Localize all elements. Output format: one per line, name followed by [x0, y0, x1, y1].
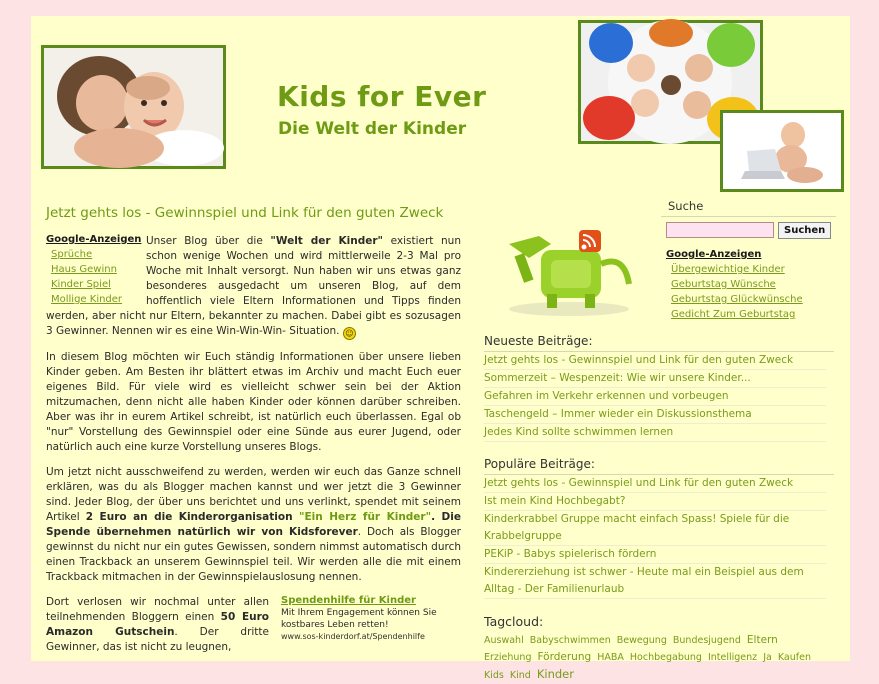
header-photo-baby-laptop	[720, 110, 844, 192]
sidebar-google-ads	[666, 249, 816, 322]
smiley-icon: ☺	[343, 327, 356, 340]
inline-ad[interactable]	[281, 595, 461, 643]
paragraph-explain	[46, 465, 461, 585]
inline-ad-title[interactable]: Spendenhilfe für Kinder	[281, 595, 416, 606]
search-button[interactable]: Suchen	[778, 222, 831, 239]
tag-link[interactable]: Kaufen	[777, 652, 811, 663]
charity-link[interactable]: "Ein Herz für Kinder"	[299, 511, 432, 523]
text: existiert nun schon wenige Wochen und wird mittlerweile 2-3 Mal pro Woche mit Inhalt versorgt. Nun haben wir uns etwas ganz besonderes ausgedacht um unseren Blog, auf dem hoffentlich viele Eltern Informationen und Tipps finden werden, aber nicht nur Eltern, bekannter zu machen. Dabei gibt es sozusagen 3 Gewinner. Nennen wir es eine Win-Win-Win- Situation.	[46, 235, 461, 337]
recent-post-link[interactable]: Jedes Kind sollte schwimmen lernen	[484, 424, 826, 442]
page	[31, 16, 850, 681]
ad-link[interactable]: Haus Gewinn	[51, 264, 117, 275]
inline-ad-text: Mit Ihrem Engagement können Sie kostbares Leben retten!	[281, 608, 437, 630]
ad-link[interactable]: Sprüche	[51, 249, 93, 260]
popular-post-link[interactable]: PEKiP - Babys spielerisch fördern	[484, 546, 826, 564]
rss-mascot-icon[interactable]	[489, 214, 639, 319]
popular-post-link[interactable]: Ist mein Kind Hochbegabt?	[484, 493, 826, 511]
popular-posts-title: Populäre Beiträge:	[484, 457, 834, 475]
google-ads-box	[46, 234, 142, 307]
site-title[interactable]: Kids for Ever	[277, 80, 487, 113]
sidebar-ad-link[interactable]: Übergewichtige Kinder	[671, 264, 785, 275]
google-ads-heading[interactable]: Google-Anzeigen	[46, 234, 142, 245]
site-subtitle: Die Welt der Kinder	[278, 119, 467, 139]
paragraph-info: In diesem Blog möchten wir Euch ständig Informationen über unsere lieben Kinder geben. Am Besten ihr blättert etwas im Archiv und macht Euch euer eigenes Bild. Für viele wird es vielleicht schwer sein bei der Aktion mitzumachen, denn nicht alle haben Kinder oder können darüber schreiben. Aber was ihr in eurem Artikel schreibt, ist natürlich euch überlassen. Egal ob "nur" Vorstellung des Gewinnspiel oder eine Sünde aus eurer Jugend, oder natürlich auch eine kurze Vorstellung unseres Blogs.	[46, 351, 461, 453]
recent-post-link[interactable]: Gefahren im Verkehr erkennen und vorbeugen	[484, 388, 826, 406]
tag-link[interactable]: Intelligenz	[707, 652, 758, 663]
popular-posts-widget	[484, 457, 834, 599]
tagcloud-widget	[484, 614, 834, 684]
sidebar-ad-link[interactable]: Gedicht Zum Geburtstag	[671, 309, 796, 320]
search-input[interactable]	[666, 222, 774, 238]
header-photo-mother-baby	[41, 45, 226, 169]
text-bold: "Welt der Kinder"	[270, 235, 383, 247]
text: . Der dritte Gewinner, das ist nicht zu leugnen,	[46, 626, 269, 653]
text: Um jetzt nicht ausschweifend zu werden, werden wir euch das Ganze schnell erklären, was du als Blogger machen kannst und wer jetzt die 3 Gewinner sind. Jeder Blog, der über uns berichtet und uns verlinkt, spendet mit seinem Artikel	[46, 466, 461, 523]
text-bold: . Die Spende übernehmen natürlich wir von Kidsforever	[46, 511, 461, 538]
tag-link[interactable]: Auswahl	[484, 635, 524, 646]
recent-posts-title: Neueste Beiträge:	[484, 334, 834, 352]
text: Dort verlosen wir nochmal unter allen teilnehmenden Bloggern einen	[46, 596, 269, 623]
tag-link[interactable]: Erziehung	[484, 652, 532, 663]
text-bold: 50 Euro Amazon Gutschein	[46, 611, 269, 638]
popular-post-link[interactable]: Kindererziehung ist schwer - Heute mal ein Beispiel aus dem Alltag - Der Familienurlaub	[484, 564, 826, 599]
search-widget	[661, 199, 836, 239]
recent-post-link[interactable]: Sommerzeit – Wespenzeit: Wie wir unsere Kinder...	[484, 370, 826, 388]
text: . Doch als Blogger gewinnst du nicht nur ein gutes Gewissen, sondern nimmst automatisch durch einen Trackback an unserem Gewinnspiel teil. Wir werden alle die mit einem Trackback mitmachen in der Gewinnspielauslosung nennen.	[46, 526, 461, 583]
post-title[interactable]: Jetzt gehts los - Gewinnspiel und Link für den guten Zweck	[46, 205, 444, 221]
tag-link[interactable]: Kind	[509, 670, 531, 681]
popular-post-link[interactable]: Jetzt gehts los - Gewinnspiel und Link für den guten Zweck	[484, 475, 826, 493]
ad-link[interactable]: Mollige Kinder	[51, 294, 123, 305]
tagcloud	[484, 632, 834, 684]
tagcloud-title: Tagcloud:	[484, 614, 544, 629]
tag-link[interactable]: Förderung	[537, 651, 592, 663]
tag-link[interactable]: Ja	[763, 652, 772, 663]
tag-link[interactable]: HABA	[597, 652, 624, 663]
tag-link[interactable]: Kinder	[536, 667, 574, 681]
post	[46, 204, 461, 665]
ad-link[interactable]: Kinder Spiel	[51, 279, 111, 290]
tag-link[interactable]: Bewegung	[616, 635, 667, 646]
tag-link[interactable]: Eltern	[746, 634, 778, 646]
tag-link[interactable]: Babyschwimmen	[529, 635, 611, 646]
tag-link[interactable]: Kids	[484, 670, 504, 681]
text-bold: 2 Euro an die Kinderorganisation	[85, 511, 300, 523]
recent-posts-widget	[484, 334, 834, 442]
recent-post-link[interactable]: Jetzt gehts los - Gewinnspiel und Link für den guten Zweck	[484, 352, 826, 370]
search-label: Suche	[661, 199, 836, 217]
tag-link[interactable]: Hochbegabung	[629, 652, 702, 663]
text: Unser Blog über die	[146, 235, 271, 247]
sidebar-ads-heading[interactable]: Google-Anzeigen	[666, 249, 762, 260]
popular-post-link[interactable]: Kinderkrabbel Gruppe macht einfach Spass! Spiele für die Krabbelgruppe	[484, 511, 826, 546]
tag-link[interactable]: Bundesjugend	[672, 635, 741, 646]
inline-ad-url[interactable]: www.sos-kinderdorf.at/Spendenhilfe	[281, 632, 425, 641]
sidebar-ad-link[interactable]: Geburtstag Glückwünsche	[671, 294, 803, 305]
sidebar-ad-link[interactable]: Geburtstag Wünsche	[671, 279, 776, 290]
recent-post-link[interactable]: Taschengeld – Immer wieder ein Diskussionsthema	[484, 406, 826, 424]
